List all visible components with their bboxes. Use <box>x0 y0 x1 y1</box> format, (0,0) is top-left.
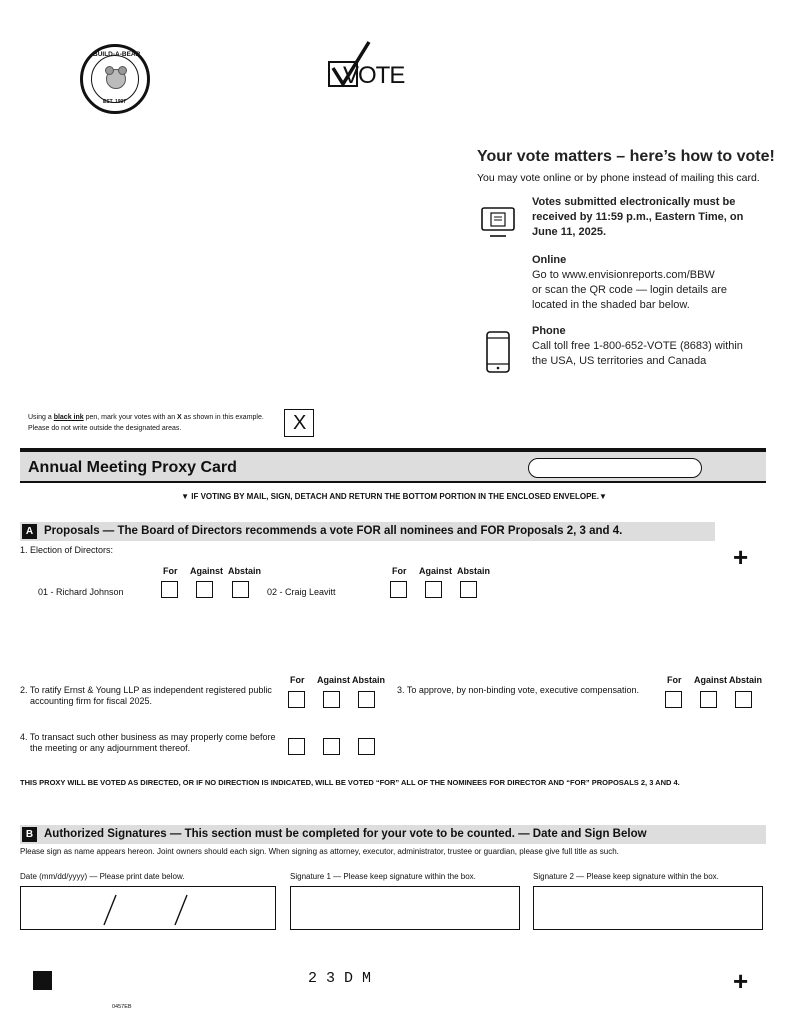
p2-col-for: For <box>290 675 305 685</box>
instr-x: X <box>177 414 182 421</box>
nominee-2-for-checkbox[interactable] <box>390 581 407 598</box>
nominee-1-against-checkbox[interactable] <box>196 581 213 598</box>
example-mark-box <box>284 409 314 437</box>
section-a-header <box>20 522 715 541</box>
nominee1-col-abstain: Abstain <box>228 566 262 576</box>
deadline-block <box>532 195 743 240</box>
proposal-4-against-checkbox[interactable] <box>323 738 340 755</box>
logo-bottom-text: EST. 1997 <box>103 99 127 105</box>
proposal-4-text <box>20 732 275 754</box>
signature-2-box[interactable] <box>533 886 763 930</box>
bear-icon <box>106 69 126 89</box>
instructions-line-2: Please do not write outside the designated areas. <box>28 425 182 432</box>
date-separators <box>21 887 277 931</box>
proposal-4-line-2: the meeting or any adjournment thereof. <box>30 743 191 753</box>
nominee-2-abstain-checkbox[interactable] <box>460 581 477 598</box>
proxy-card-title: Annual Meeting Proxy Card <box>28 459 237 476</box>
vote-logo-text: VOTE <box>343 62 405 89</box>
deadline-line-2: received by 11:59 p.m., Eastern Time, on <box>532 211 744 223</box>
nominee1-col-against: Against <box>190 566 224 576</box>
instr-post: as shown in this example. <box>181 414 264 421</box>
proposal-2-line-2: accounting firm for fiscal 2025. <box>30 696 153 706</box>
footer-plus-mark: + <box>733 966 749 996</box>
section-b-title: Authorized Signatures — This section must be completed for your vote to be counted. — Date and Sign Below <box>44 828 647 840</box>
phone-block <box>532 324 743 369</box>
phone-title: Phone <box>532 325 566 337</box>
marking-instructions <box>28 412 264 434</box>
signature-2-label: Signature 2 — Please keep signature within the box. <box>533 872 719 881</box>
proposal-2-for-checkbox[interactable] <box>288 691 305 708</box>
p3-col-for: For <box>667 675 682 685</box>
online-line-3: located in the shaded bar below. <box>532 299 690 311</box>
section-a-title: Proposals — The Board of Directors recommends a vote FOR all nominees and FOR Proposals 2, 3 and 4. <box>44 525 623 537</box>
online-title: Online <box>532 254 567 266</box>
nominee-1-for-checkbox[interactable] <box>161 581 178 598</box>
p2-col-against: Against <box>317 675 351 685</box>
logo-inner-ring <box>91 55 139 103</box>
nominee2-col-abstain: Abstain <box>457 566 491 576</box>
proposal-4-abstain-checkbox[interactable] <box>358 738 375 755</box>
proposal-3-against-checkbox[interactable] <box>700 691 717 708</box>
p3-col-abstain: Abstain <box>729 675 763 685</box>
proposal-4-for-checkbox[interactable] <box>288 738 305 755</box>
section-b-header <box>20 825 766 844</box>
date-label: Date (mm/dd/yyyy) — Please print date below. <box>20 872 185 881</box>
nominee2-col-against: Against <box>419 566 453 576</box>
nominee2-col-for: For <box>392 566 407 576</box>
instr-mid: pen, mark your votes with an <box>83 414 178 421</box>
instructions-line-1 <box>28 412 264 423</box>
proposal-3-for-checkbox[interactable] <box>665 691 682 708</box>
deadline-line-1: Votes submitted electronically must be <box>532 196 736 208</box>
registration-plus-mark: + <box>733 542 749 572</box>
detach-note: ▼ IF VOTING BY MAIL, SIGN, DETACH AND RETURN THE BOTTOM PORTION IN THE ENCLOSED ENVELOPE.▼ <box>181 492 607 501</box>
proposal-2-line-1: 2. To ratify Ernst & Young LLP as independent registered public <box>20 685 272 695</box>
proposal-4-line-1: 4. To transact such other business as may properly come before <box>20 732 276 742</box>
registration-square-mark <box>33 971 52 990</box>
proposal-3-text: 3. To approve, by non-binding vote, executive compensation. <box>397 685 639 695</box>
phone-line-1: Call toll free 1-800-652-VOTE (8683) within <box>532 340 743 352</box>
p2-col-abstain: Abstain <box>352 675 386 685</box>
build-a-bear-logo <box>80 44 150 114</box>
phone-icon <box>485 331 511 373</box>
vote-logo <box>325 40 405 90</box>
online-line-1[interactable]: Go to www.envisionreports.com/BBW <box>532 269 715 281</box>
instr-black-ink: black ink <box>53 414 84 421</box>
signature-1-label: Signature 1 — Please keep signature within the box. <box>290 872 476 881</box>
proposal-2-text <box>20 685 272 707</box>
proposal-2-against-checkbox[interactable] <box>323 691 340 708</box>
vote-matters-heading: Your vote matters – here’s how to vote! <box>477 148 775 165</box>
control-number-field <box>528 458 702 478</box>
vote-subheading: You may vote online or by phone instead of mailing this card. <box>477 172 760 184</box>
phone-line-2: the USA, US territories and Canada <box>532 355 707 367</box>
nominee-2-name: 02 - Craig Leavitt <box>267 587 336 597</box>
p3-col-against: Against <box>694 675 728 685</box>
online-line-2: or scan the QR code — login details are <box>532 284 728 296</box>
nominee-1-abstain-checkbox[interactable] <box>232 581 249 598</box>
proposal-2-abstain-checkbox[interactable] <box>358 691 375 708</box>
logo-top-text: BUILD-A-BEAR <box>93 51 141 58</box>
proxy-card-title-bar <box>20 448 766 483</box>
signature-note: Please sign as name appears hereon. Joint owners should each sign. When signing as attorney, executor, administrator, trustee or guardian, please give full title as such. <box>20 847 619 856</box>
election-label: 1. Election of Directors: <box>20 545 114 555</box>
section-b-letter: B <box>22 827 37 842</box>
form-id: 0457EB <box>112 1004 132 1010</box>
signature-1-box[interactable] <box>290 886 520 930</box>
proposal-3-abstain-checkbox[interactable] <box>735 691 752 708</box>
deadline-line-3: June 11, 2025. <box>532 226 606 238</box>
date-input-box[interactable] <box>20 886 276 930</box>
computer-icon <box>480 206 516 238</box>
nominee-2-against-checkbox[interactable] <box>425 581 442 598</box>
online-block <box>532 253 727 313</box>
section-a-letter: A <box>22 524 37 539</box>
proxy-direction-note: THIS PROXY WILL BE VOTED AS DIRECTED, OR IF NO DIRECTION IS INDICATED, WILL BE VOTED “FOR” ALL OF THE NOMINEES FOR DIRECTOR AND “FOR” PROPOSALS 2, 3 AND 4. <box>20 778 680 787</box>
instr-pre: Using a <box>28 414 54 421</box>
example-x-mark: X <box>293 412 307 434</box>
form-code: 2 3 D M <box>308 970 372 987</box>
nominee1-col-for: For <box>163 566 178 576</box>
nominee-1-name: 01 - Richard Johnson <box>38 587 124 597</box>
